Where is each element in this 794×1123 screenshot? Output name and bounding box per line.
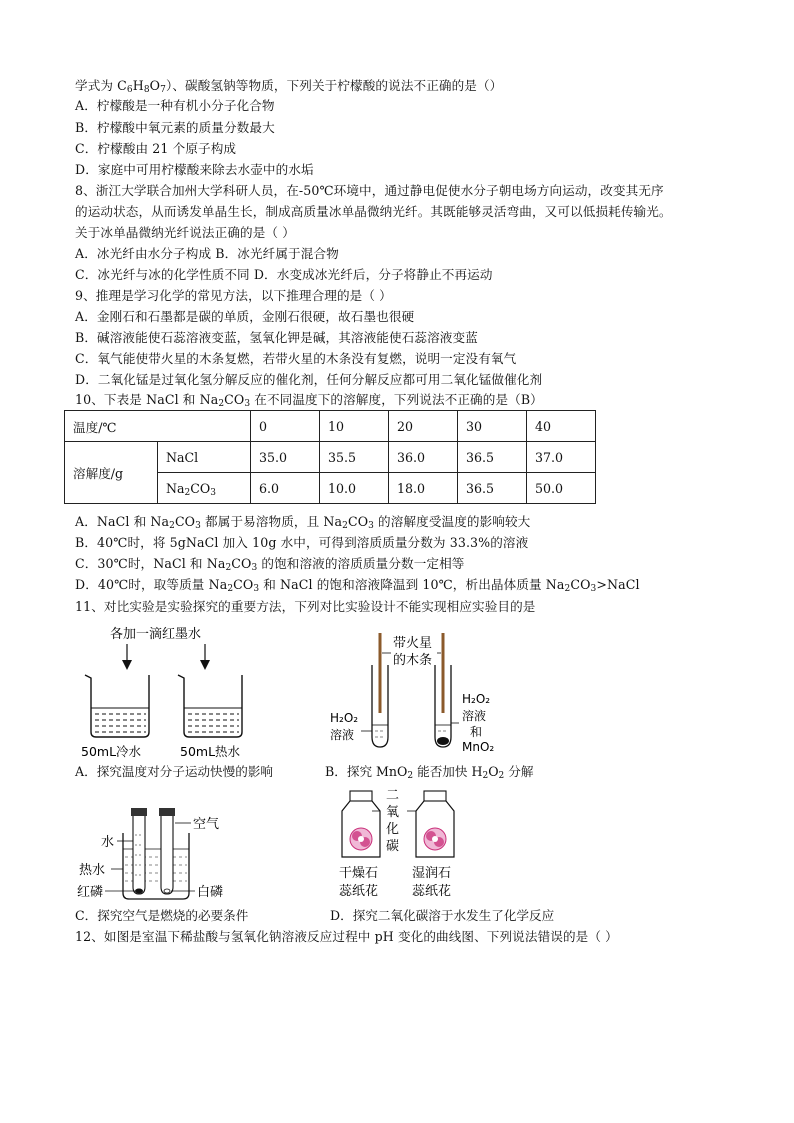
figd-wet-2: 蕊纸花 [412,884,452,899]
q7-stem-tail: 学式为 $C_6H_8O_7$）、碳酸氢钠等物质，下列关于柠檬酸的说法不正确的是（） [75,78,503,95]
value-cell: 36.5 [458,473,527,504]
figd-co2-3: 化 [386,822,400,837]
substance-na2co3: $Na_2CO_3$ [158,473,251,504]
test-tube-right [435,665,459,747]
temp-cell: 10 [320,411,389,442]
figure-b-test-tubes [325,625,525,760]
bottle-wet-flower [416,791,454,857]
figure-d-co2-bottles [330,785,470,905]
figb-left-1: H₂O₂ [330,711,359,725]
q12-stem: 12、如图是室温下稀盐酸与氢氧化钠溶液反应过程中 pH 变化的曲线图、下列说法错误的是（ ） [75,929,618,944]
figc-air-label: 空气 [193,817,220,832]
q8-options-ab: A．冰光纤由水分子构成 B．冰光纤属于混合物 [75,246,339,261]
figc-water-label: 水 [101,835,115,850]
figb-right-3: 和 [470,725,483,739]
value-cell: 35.5 [320,442,389,473]
figb-caption: B．探究 MnO$_2$ 能否加快 $H_2O_2$ 分解 [325,764,534,781]
figd-co2-1: 二 [386,788,400,803]
figa-left-label: 50mL冷水 [81,744,142,759]
q8-options-cd: C．冰光纤与冰的化学性质不同 D．水变成冰光纤后，分子将静止不再运动 [75,267,493,282]
value-cell: 18.0 [389,473,458,504]
solubility-table [64,410,596,504]
figb-left-2: 溶液 [330,728,355,742]
solubility-header: 溶解度/g [65,442,158,504]
substance-nacl: NaCl [158,442,251,473]
q8-stem-3: 关于冰单晶微纳光纤说法正确的是（ ） [75,225,295,240]
value-cell: 35.0 [251,442,320,473]
temp-cell: 30 [458,411,527,442]
q11-stem: 11、对比实验是实验探究的重要方法，下列对比实验设计不能实现相应实验目的是 [75,599,536,614]
q10-option-a: A．NaCl 和 $Na_2CO_3$ 都属于易溶物质，且 $Na_2CO_3$ 的溶解度受温度的影响较大 [75,514,531,531]
figure-a-beakers [75,620,275,760]
q8-stem-1: 8、浙江大学联合加州大学科研人员，在-50℃环境中，通过静电促使水分子朝电场方向运动，改变其无序 [75,183,664,198]
value-cell: 10.0 [320,473,389,504]
value-cell: 36.5 [458,442,527,473]
value-cell: 50.0 [527,473,596,504]
figd-co2-4: 碳 [386,839,400,854]
figd-dry-1: 干燥石 [339,866,379,881]
figc-caption: C．探究空气是燃烧的必要条件 [75,908,249,923]
q9-option-a: A．金刚石和石墨都是碳的单质，金刚石很硬，故石墨也很硬 [75,309,415,324]
q10-stem: 10、下表是 NaCl 和 $Na_2CO_3$ 在不同温度下的溶解度，下列说法不正确的是（B） [75,392,543,409]
table-row [65,411,596,442]
test-tube-left [361,665,388,747]
figc-redp-label: 红磷 [77,885,104,900]
temp-cell: 0 [251,411,320,442]
temp-header: 温度/℃ [65,411,251,442]
temp-cell: 20 [389,411,458,442]
value-cell: 6.0 [251,473,320,504]
q10-option-b: B．40℃时，将 5gNaCl 加入 10g 水中，可得到溶质质量分数为 33.3%的溶液 [75,535,529,550]
value-cell: 36.0 [389,442,458,473]
figd-dry-2: 蕊纸花 [339,884,379,899]
figd-caption: D．探究二氧化碳溶于水发生了化学反应 [330,908,555,923]
value-cell: 37.0 [527,442,596,473]
figb-right-2: 溶液 [462,709,487,723]
figd-wet-1: 湿润石 [412,866,452,881]
figc-whitep-label: 白磷 [197,885,224,900]
beaker-hot-water [178,675,242,737]
figa-right-label: 50mL热水 [180,744,241,759]
temp-cell: 40 [527,411,596,442]
figc-hotwater-label: 热水 [79,863,106,878]
table-row [65,442,596,473]
q9-option-b: B．碱溶液能使石蕊溶液变蓝，氢氧化钾是碱，其溶液能使石蕊溶液变蓝 [75,330,478,345]
bottle-dry-flower [342,791,380,857]
figb-right-1: H₂O₂ [462,692,491,706]
q9-stem: 9、推理是学习化学的常见方法，以下推理合理的是（ ） [75,288,392,303]
figa-top-label: 各加一滴红墨水 [110,627,202,642]
figb-top-label-1: 带火星 [393,636,433,651]
q7-option-d: D．家庭中可用柠檬酸来除去水壶中的水垢 [75,162,314,177]
q10-option-c: C．30℃时，NaCl 和 $Na_2CO_3$ 的饱和溶液的溶质质量分数一定相等 [75,556,465,573]
q8-stem-2: 的运动状态，从而诱发单晶生长，制成高质量冰单晶微纳光纤。其既能够灵活弯曲，又可以低损耗传输光。 [75,204,672,219]
figure-c-combustion [75,805,250,905]
q7-option-b: B．柠檬酸中氧元素的质量分数最大 [75,120,275,135]
q9-option-c: C．氧气能使带火星的木条复燃，若带火星的木条没有复燃，说明一定没有氧气 [75,351,517,366]
q7-option-c: C．柠檬酸由 21 个原子构成 [75,141,237,156]
figb-top-label-2: 的木条 [393,653,433,668]
beaker-cold-water [85,675,149,737]
q9-option-d: D．二氧化锰是过氧化氢分解反应的催化剂，任何分解反应都可用二氧化锰做催化剂 [75,372,543,387]
q10-option-d: D．40℃时，取等质量 $Na_2CO_3$ 和 NaCl 的饱和溶液降温到 10℃，析出晶体质量 $Na_2CO_3>NaCl$ [75,577,640,594]
q7-option-a: A．柠檬酸是一种有机小分子化合物 [75,98,275,113]
figb-right-4: MnO₂ [462,740,495,754]
figd-co2-2: 氧 [386,805,400,820]
figa-caption: A．探究温度对分子运动快慢的影响 [75,764,274,779]
